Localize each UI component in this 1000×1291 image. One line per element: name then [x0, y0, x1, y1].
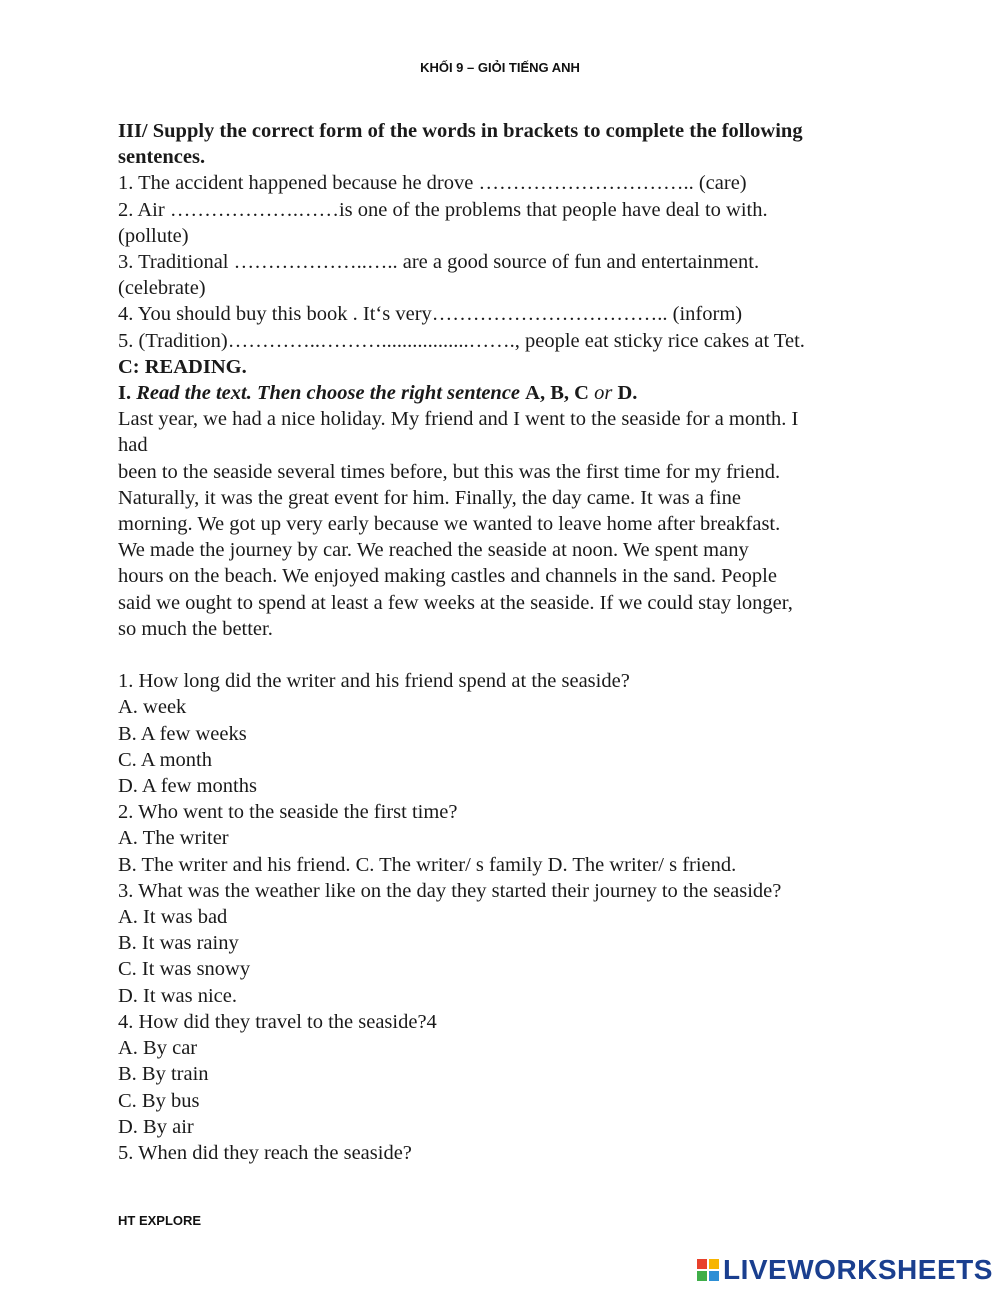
answer-option: B. It was rainy — [118, 932, 239, 955]
question-line: 4. How did they travel to the seaside?4 — [118, 1010, 437, 1033]
reading-instruction: I. Read the text. Then choose the right sentence A, B, C or D. — [118, 382, 638, 405]
passage-line: so much the better. — [118, 617, 273, 640]
question-line: 1. How long did the writer and his friend spend at the seaside? — [118, 670, 630, 693]
exercise-line: 5. (Tradition)…………..……….................……., people eat sticky rice cakes at Tet. — [118, 329, 805, 352]
passage-line: been to the seaside several times before, but this was the first time for my friend. — [118, 460, 781, 483]
passage-line: We made the journey by car. We reached the seaside at noon. We spent many — [118, 539, 749, 562]
section-heading-cont: sentences. — [118, 146, 206, 169]
logo-text: LIVEWORKSHEETS — [723, 1254, 993, 1285]
question-line: 2. Who went to the seaside the first time? — [118, 801, 458, 824]
answer-option: B. By train — [118, 1063, 209, 1086]
logo-block — [709, 1259, 719, 1269]
answer-option: D. By air — [118, 1115, 194, 1138]
spacer — [118, 642, 898, 668]
answer-option: A. week — [118, 696, 187, 719]
answer-option: A. It was bad — [118, 906, 228, 929]
answer-option: C. A month — [118, 748, 212, 771]
reading-heading: C: READING. — [118, 355, 247, 378]
passage-line: Naturally, it was the great event for him. Finally, the day came. It was a fine — [118, 486, 741, 509]
section-heading: III/ Supply the correct form of the words in brackets to complete the following — [118, 120, 803, 142]
worksheet-content — [118, 118, 898, 1166]
exercise-line: (pollute) — [118, 224, 189, 247]
exercise-line: (celebrate) — [118, 277, 206, 300]
answer-option: C. By bus — [118, 1089, 200, 1112]
question-line: 5. When did they reach the seaside? — [118, 1141, 412, 1164]
answer-option: D. It was nice. — [118, 984, 237, 1007]
logo-block — [697, 1259, 707, 1269]
passage-line: morning. We got up very early because we wanted to leave home after breakfast. — [118, 513, 781, 536]
passage-line: hours on the beach. We enjoyed making castles and channels in the sand. People — [118, 565, 777, 588]
exercise-line: 3. Traditional ………………..….. are a good source of fun and entertainment. — [118, 251, 760, 274]
answer-option: D. A few months — [118, 775, 257, 798]
page-header: KHỐI 9 – GIỎI TIẾNG ANH — [420, 60, 580, 75]
exercise-line: 1. The accident happened because he drove ………………………….. (care) — [118, 172, 747, 195]
logo-block — [697, 1271, 707, 1281]
logo-blocks-icon — [697, 1259, 719, 1281]
answer-option: A. The writer — [118, 827, 229, 850]
passage-line: Last year, we had a nice holiday. My friend and I went to the seaside for a month. I — [118, 408, 799, 431]
passage-line: had — [118, 434, 148, 457]
answer-option: C. It was snowy — [118, 958, 251, 981]
passage-line: said we ought to spend at least a few weeks at the seaside. If we could stay longer, — [118, 591, 793, 614]
liveworksheets-logo — [697, 1253, 993, 1287]
logo-block — [709, 1271, 719, 1281]
exercise-line: 4. You should buy this book . It‘s very…………………………….. (inform) — [118, 303, 743, 326]
answer-option: B. A few weeks — [118, 722, 247, 745]
page-footer: HT EXPLORE — [118, 1213, 202, 1228]
answer-option: B. The writer and his friend. C. The writer/ s family D. The writer/ s friend. — [118, 853, 737, 876]
answer-option: A. By car — [118, 1037, 198, 1060]
exercise-line: 2. Air ……………….……is one of the problems that people have deal to with. — [118, 198, 768, 221]
question-line: 3. What was the weather like on the day they started their journey to the seaside? — [118, 879, 782, 902]
